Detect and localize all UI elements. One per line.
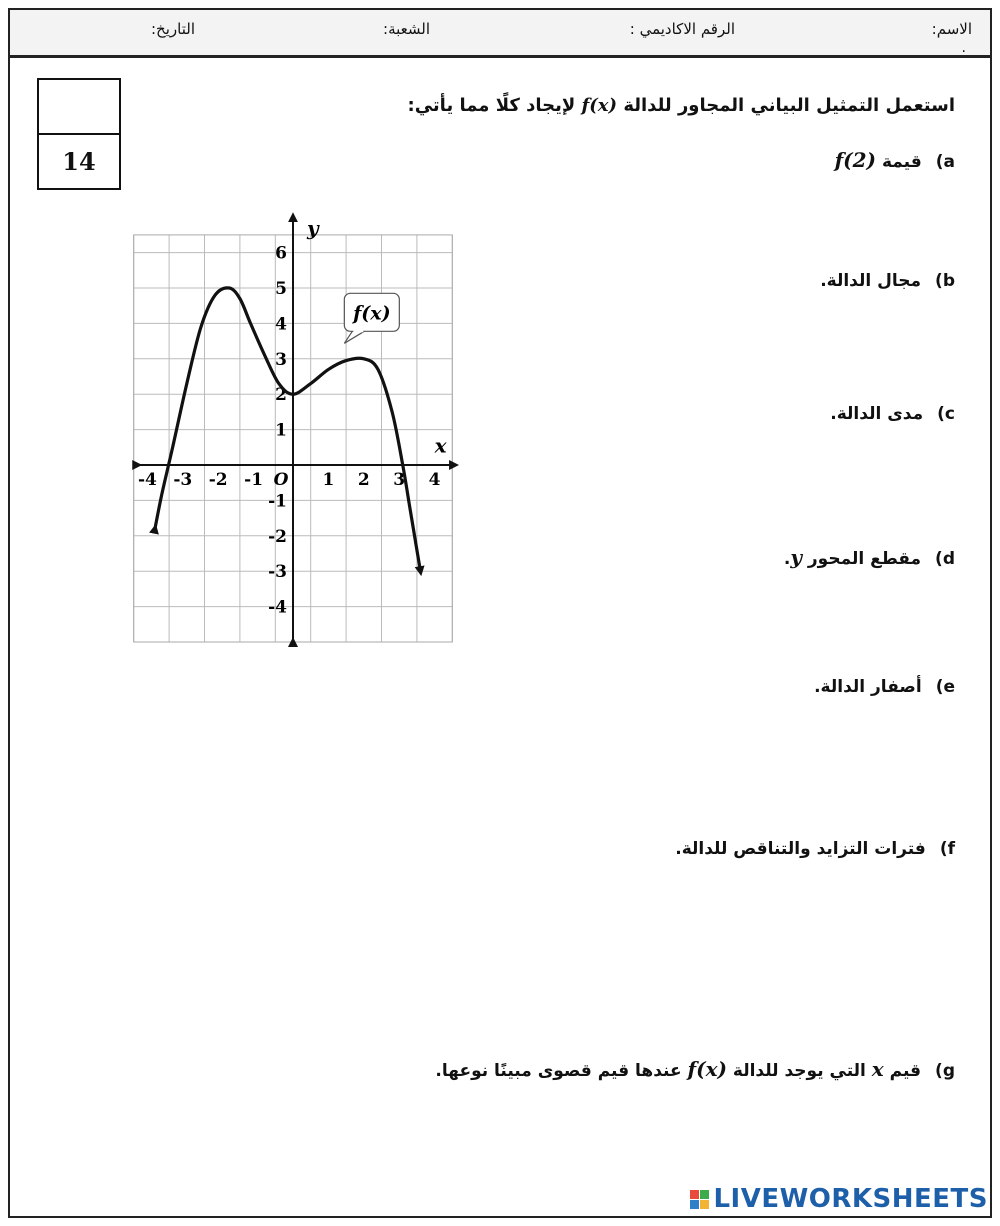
question-e [814, 677, 955, 697]
x-tick-label: 4 [428, 470, 441, 490]
question-letter: f) [939, 839, 955, 859]
y-tick-label: 3 [275, 349, 287, 370]
y-tick-label: 1 [275, 420, 287, 441]
callout-pointer [344, 331, 364, 343]
y-tick-label: 2 [275, 385, 287, 406]
question-g [435, 1057, 955, 1081]
question-math: y [790, 545, 802, 569]
score-total: 14 [62, 147, 96, 176]
x-tick-label: -4 [137, 470, 157, 490]
x-tick-label: 1 [322, 470, 335, 490]
question-math-2: f(x) [687, 1057, 727, 1081]
section-label: الشعبة: [383, 20, 430, 38]
question-text: فترات التزايد والتناقص للدالة. [675, 839, 926, 859]
intro-text-after: لإيجاد كلًا مما يأتي: [407, 95, 576, 116]
academic-id-label: الرقم الاكاديمي : [629, 20, 735, 38]
question-math: f(2) [834, 148, 877, 172]
liveworksheets-logo [690, 1184, 988, 1214]
question-text: مجال الدالة. [820, 271, 922, 291]
x-tick-label: 2 [357, 470, 370, 490]
intro-text-before: استعمل التمثيل البياني المجاور للدالة [623, 95, 955, 116]
callout-layer [344, 293, 399, 343]
x-tick-label: -1 [244, 470, 264, 490]
question-c [830, 404, 955, 424]
question-letter: d) [935, 549, 955, 569]
question-text: مقطع المحور [807, 549, 922, 569]
y-tick-label: -4 [268, 597, 287, 618]
callout-label: f(x) [353, 302, 391, 325]
x-tick-label: 3 [393, 470, 406, 490]
x-tick-label: -2 [208, 470, 228, 490]
intro-instruction [408, 95, 955, 116]
question-b [820, 271, 955, 291]
question-text: قيمة [881, 152, 922, 172]
question-letter: c) [937, 404, 955, 424]
y-tick-label: -3 [268, 562, 287, 583]
y-tick-label: 4 [275, 314, 287, 335]
question-text-after: عندها قيم قصوى مبينًا نوعها. [435, 1061, 682, 1081]
question-text-after: . [783, 549, 791, 569]
y-tick-label: -2 [268, 526, 287, 547]
question-f [675, 839, 955, 859]
question-letter: e) [935, 677, 955, 697]
question-letter: g) [935, 1061, 955, 1081]
y-tick-label: 6 [275, 243, 287, 264]
date-label: التاريخ: [151, 20, 195, 38]
logo-squares-icon [690, 1190, 709, 1209]
name-label: الاسم: [931, 20, 972, 38]
logo-text: LIVEWORKSHEETS [713, 1184, 988, 1214]
question-text-mid: التي يوجد للدالة [732, 1061, 866, 1081]
question-letter: a) [935, 152, 955, 172]
score-input-cell[interactable] [39, 80, 119, 135]
question-text: قيم [889, 1061, 922, 1081]
question-letter: b) [935, 271, 955, 291]
score-box [37, 78, 121, 190]
question-math: x [871, 1057, 884, 1081]
y-tick-label: -1 [268, 491, 287, 512]
intro-math: f(x) [581, 95, 618, 116]
x-tick-label: O [273, 470, 289, 490]
question-a [835, 148, 955, 172]
axes [137, 216, 454, 642]
question-d [784, 545, 955, 569]
y-axis-label: y [307, 215, 319, 240]
x-tick-label: -3 [173, 470, 193, 490]
question-text: مدى الدالة. [830, 404, 924, 424]
y-tick-label: 5 [275, 279, 287, 299]
x-axis-label: x [434, 433, 447, 458]
question-text: أصفار الدالة. [814, 677, 922, 697]
name-dot: . [961, 40, 966, 56]
student-info-header [8, 8, 992, 58]
function-graph [120, 210, 470, 660]
